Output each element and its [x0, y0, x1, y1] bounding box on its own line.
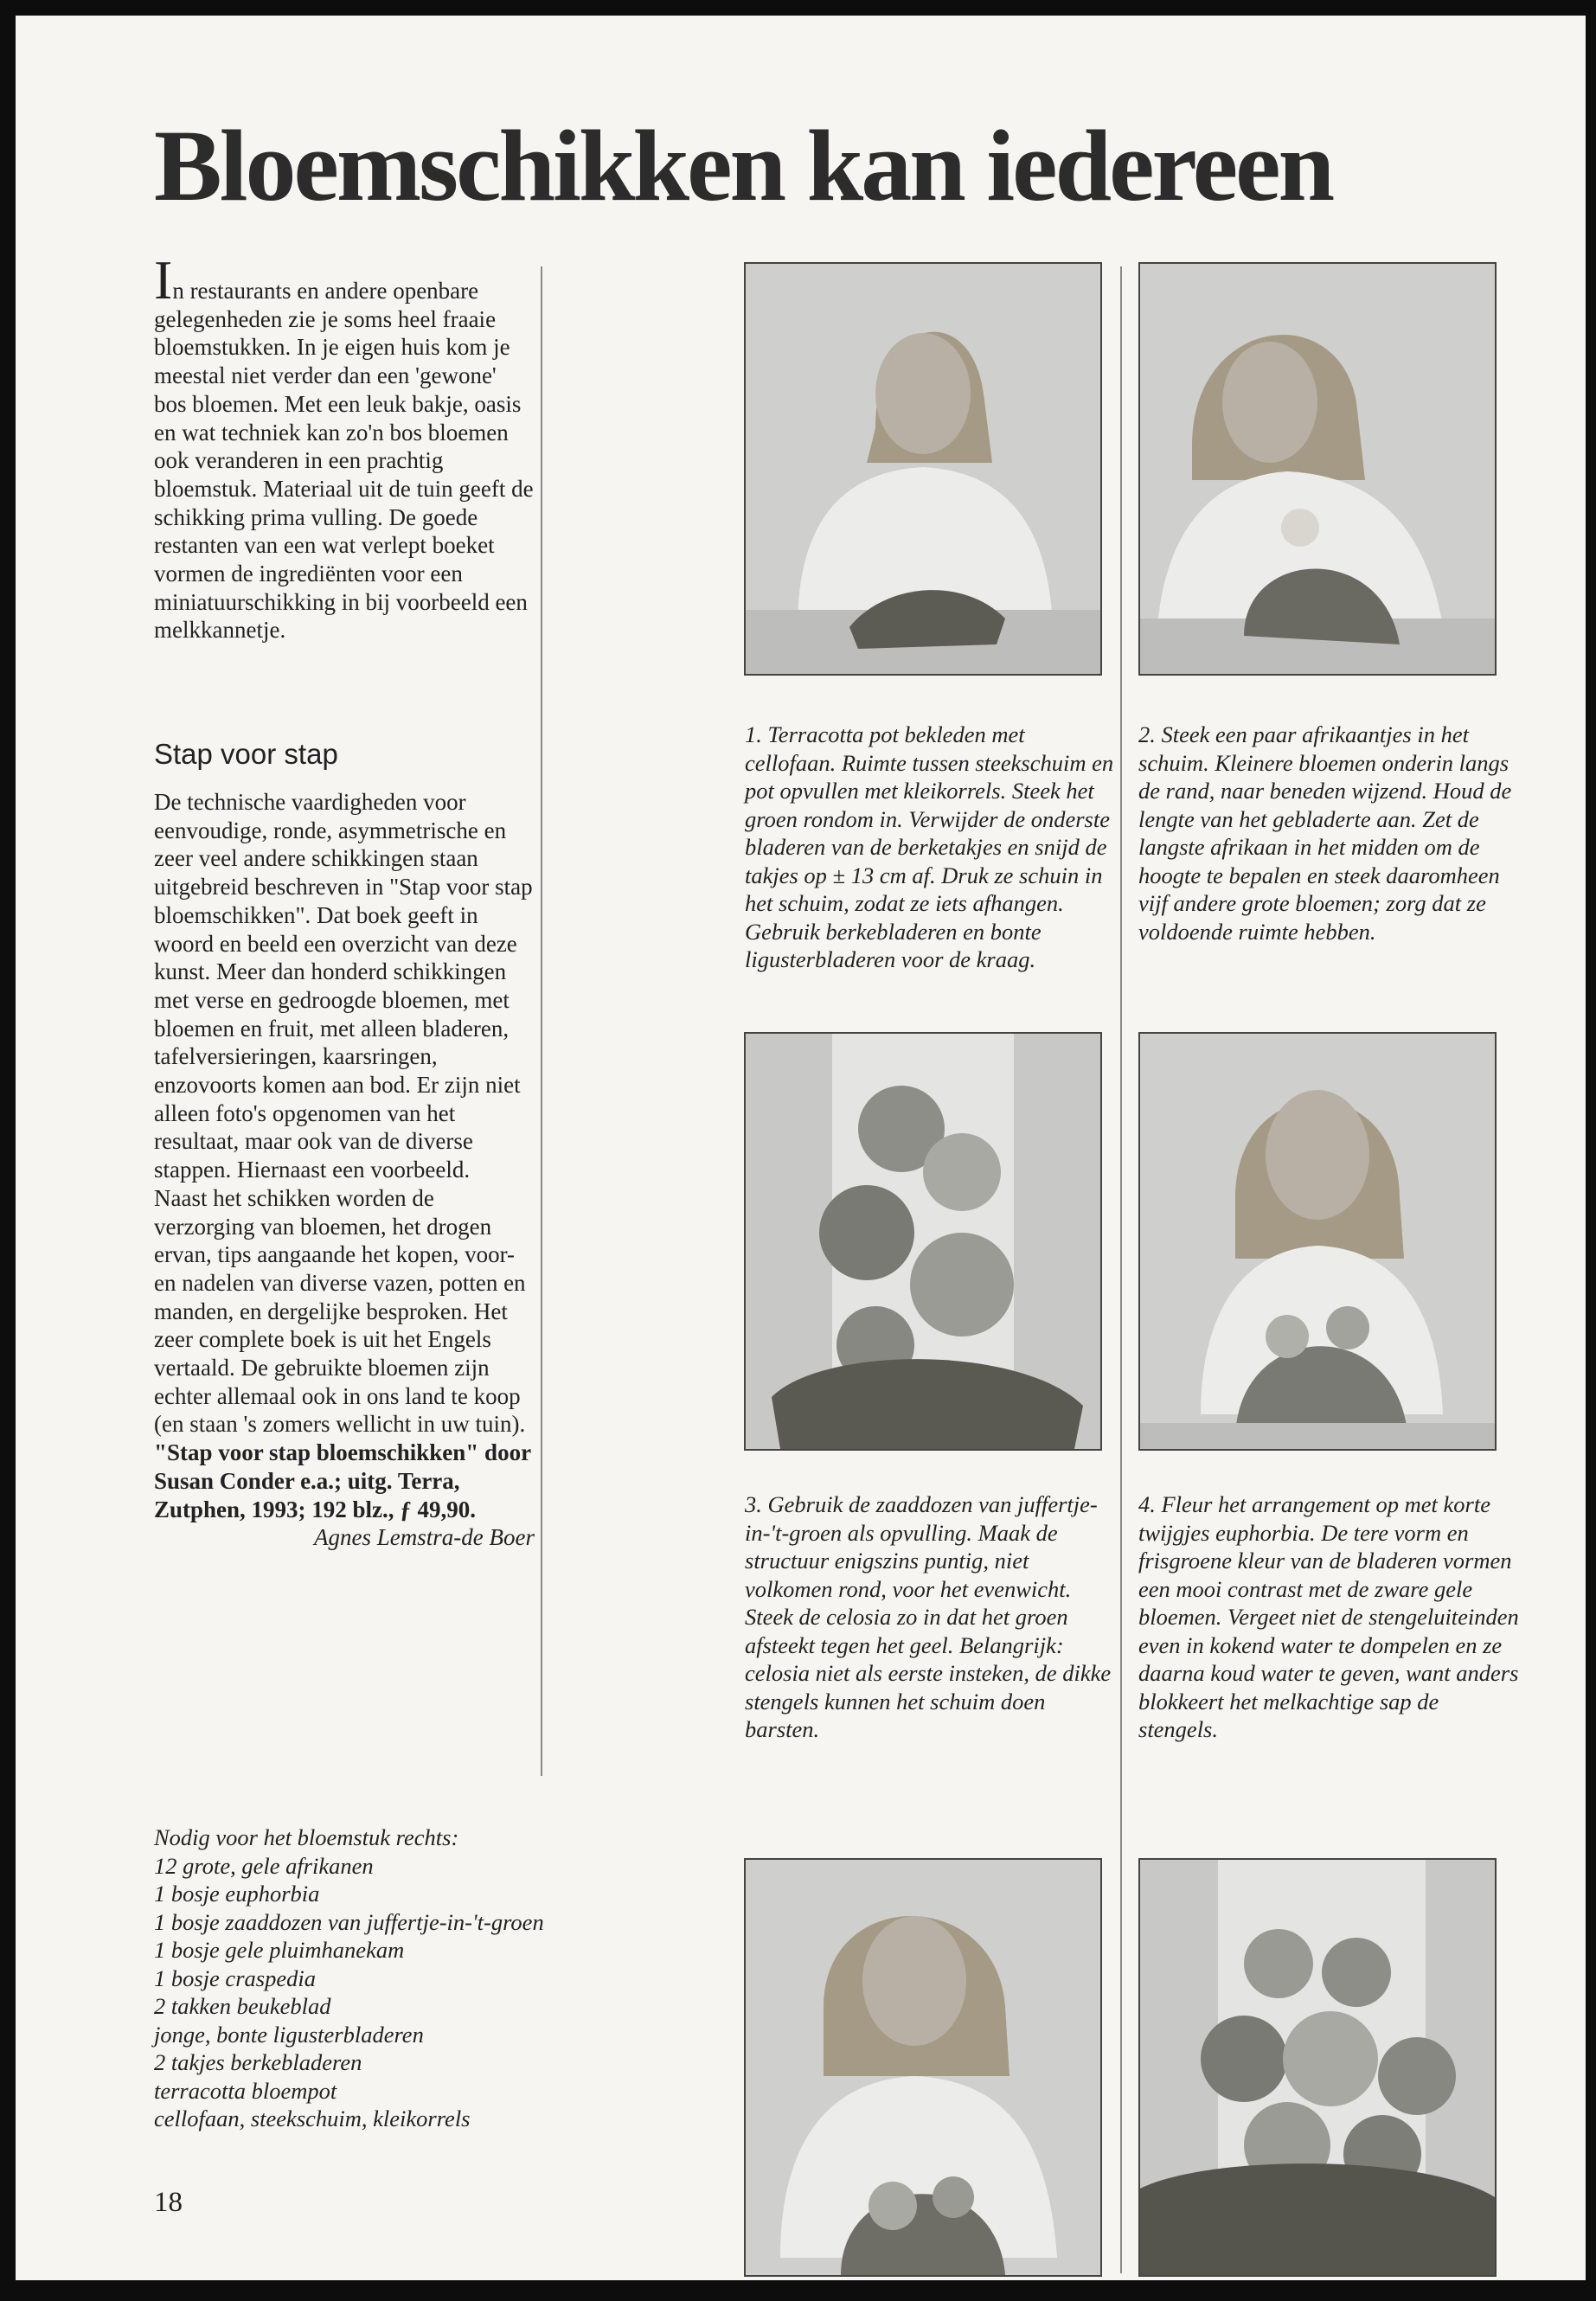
column-rule-middle	[1120, 266, 1122, 2273]
intro-paragraph	[154, 249, 535, 644]
magazine-page	[16, 16, 1586, 2280]
photo-step-5	[744, 1858, 1102, 2277]
materials-list	[154, 1823, 760, 2133]
materials-item: cellofaan, steekschuim, kleikorrels	[154, 2106, 471, 2131]
photo-step-2	[1138, 262, 1497, 676]
body-paragraph-1: De technische vaardigheden voor eenvoudige, ronde, asymmetrische en zeer veel andere schikkingen staan uitgebreid beschreven in "Stap voor stap bloemschikken". Dat boek geeft in woord en beeld een overzicht van deze kunst. Meer dan honderd schikkingen met verse en gedroogde bloemen, met bloemen en fruit, met alleen bladeren, tafelversieringen, kaarsringen, enzovoorts komen aan bod. Er zijn niet alleen foto's opgenomen van het resultaat, maar ook van de diverse stappen. Hiernaast een voorbeeld.	[154, 789, 533, 1183]
materials-item: 1 bosje euphorbia	[154, 1881, 320, 1907]
caption-step-1: 1. Terracotta pot bekleden met cellofaan. Ruimte tussen steekschuim en pot opvullen met kleikorrels. Steek het groen rondom in. Verwijder de onderste bladeren van de berketakjes en snijd de takjes op ± 13 cm af. Druk ze schuin in het schuim, zodat ze iets afhangen. Gebruik berkebladeren en bonte ligusterbladeren voor de kraag.	[745, 721, 1114, 972]
materials-item: jonge, bonte ligusterbladeren	[154, 2021, 424, 2048]
drop-cap: I	[154, 249, 173, 311]
author-credit: Agnes Lemstra-de Boer	[314, 1524, 535, 1551]
photo-step-1	[744, 262, 1102, 676]
materials-item: 1 bosje zaaddozen van juffertje-in-'t-groen	[154, 1908, 544, 1935]
body-paragraph-2: Naast het schikken worden de verzorging van bloemen, het drogen ervan, tips aangaande het kopen, voor- en nadelen van diverse vazen, potten en manden, en dergelijke besproken. Het zeer complete boek is uit het Engels vertaald. De gebruikte bloemen zijn echter allemaal ook in ons land te koop (en staan 's zomers wellicht in uw tuin).	[154, 1184, 526, 1438]
materials-item: terracotta bloempot	[154, 2077, 337, 2104]
page-title: Bloemschikken kan iedereen	[154, 109, 1333, 222]
materials-item: 1 bosje craspedia	[154, 1965, 316, 1991]
intro-text: n restaurants en andere openbare gelegenheden zie je soms heel fraaie bloemstukken. In je eigen huis kom je meestal niet verder dan een 'gewone' bos bloemen. Met een leuk bakje, oasis en wat techniek kan zo'n bos bloemen ook veranderen in een prachtig bloemstuk. Materiaal uit de tuin geeft de schikking prima vulling. De goede restanten van een wat verlept boeket vormen de ingrediënten voor een miniatuurschikking in bij voorbeeld een melkkannetje.	[154, 278, 534, 644]
book-reference: "Stap voor stap bloemschikken" door Susan Conder e.a.; uitg. Terra, Zutphen, 1993; 192 blz., ƒ 49,90.	[154, 1439, 531, 1522]
section-subhead: Stap voor stap	[154, 738, 338, 770]
page-number: 18	[154, 2187, 183, 2218]
materials-item: 1 bosje gele pluimhanekam	[154, 1937, 405, 1963]
materials-item: 12 grote, gele afrikanen	[154, 1852, 374, 1879]
materials-item: 2 takjes berkebladeren	[154, 2049, 362, 2075]
photo-step-4	[1138, 1032, 1497, 1451]
caption-step-2: 2. Steek een paar afrikaantjes in het schuim. Kleinere bloemen onderin langs de rand, naar beneden wijzend. Houd de lengte van het gebladerte aan. Zet de langste afrikaan in het midden om de hoogte te bepalen en steek daaromheen vijf andere grote bloemen; zorg dat ze voldoende ruimte hebben.	[1138, 721, 1512, 945]
materials-heading: Nodig voor het bloemstuk rechts:	[154, 1824, 459, 1850]
materials-item: 2 takken beukeblad	[154, 1993, 331, 2019]
photo-step-6	[1138, 1858, 1497, 2277]
caption-step-3: 3. Gebruik de zaaddozen van juffertje-in-'t-groen als opvulling. Maak de structuur enigszins puntig, niet volkomen rond, voor het evenwicht. Steek de celosia zo in dat het groen afsteekt tegen het geel. Belangrijk: celosia niet als eerste insteken, de dikke stengels kunnen het schuim doen barsten.	[745, 1491, 1112, 1742]
caption-step-4: 4. Fleur het arrangement op met korte twijgjes euphorbia. De tere vorm en frisgroene kleur van de bladeren vormen een mooi contrast met de zware gele bloemen. Vergeet niet de stengeluiteinden even in kokend water te dompelen en ze daarna koud water te geven, want anders blokkeert het melkachtige sap de stengels.	[1138, 1491, 1519, 1742]
column-rule-left	[541, 266, 542, 1776]
body-text	[154, 788, 535, 1552]
photo-step-3	[744, 1032, 1102, 1451]
